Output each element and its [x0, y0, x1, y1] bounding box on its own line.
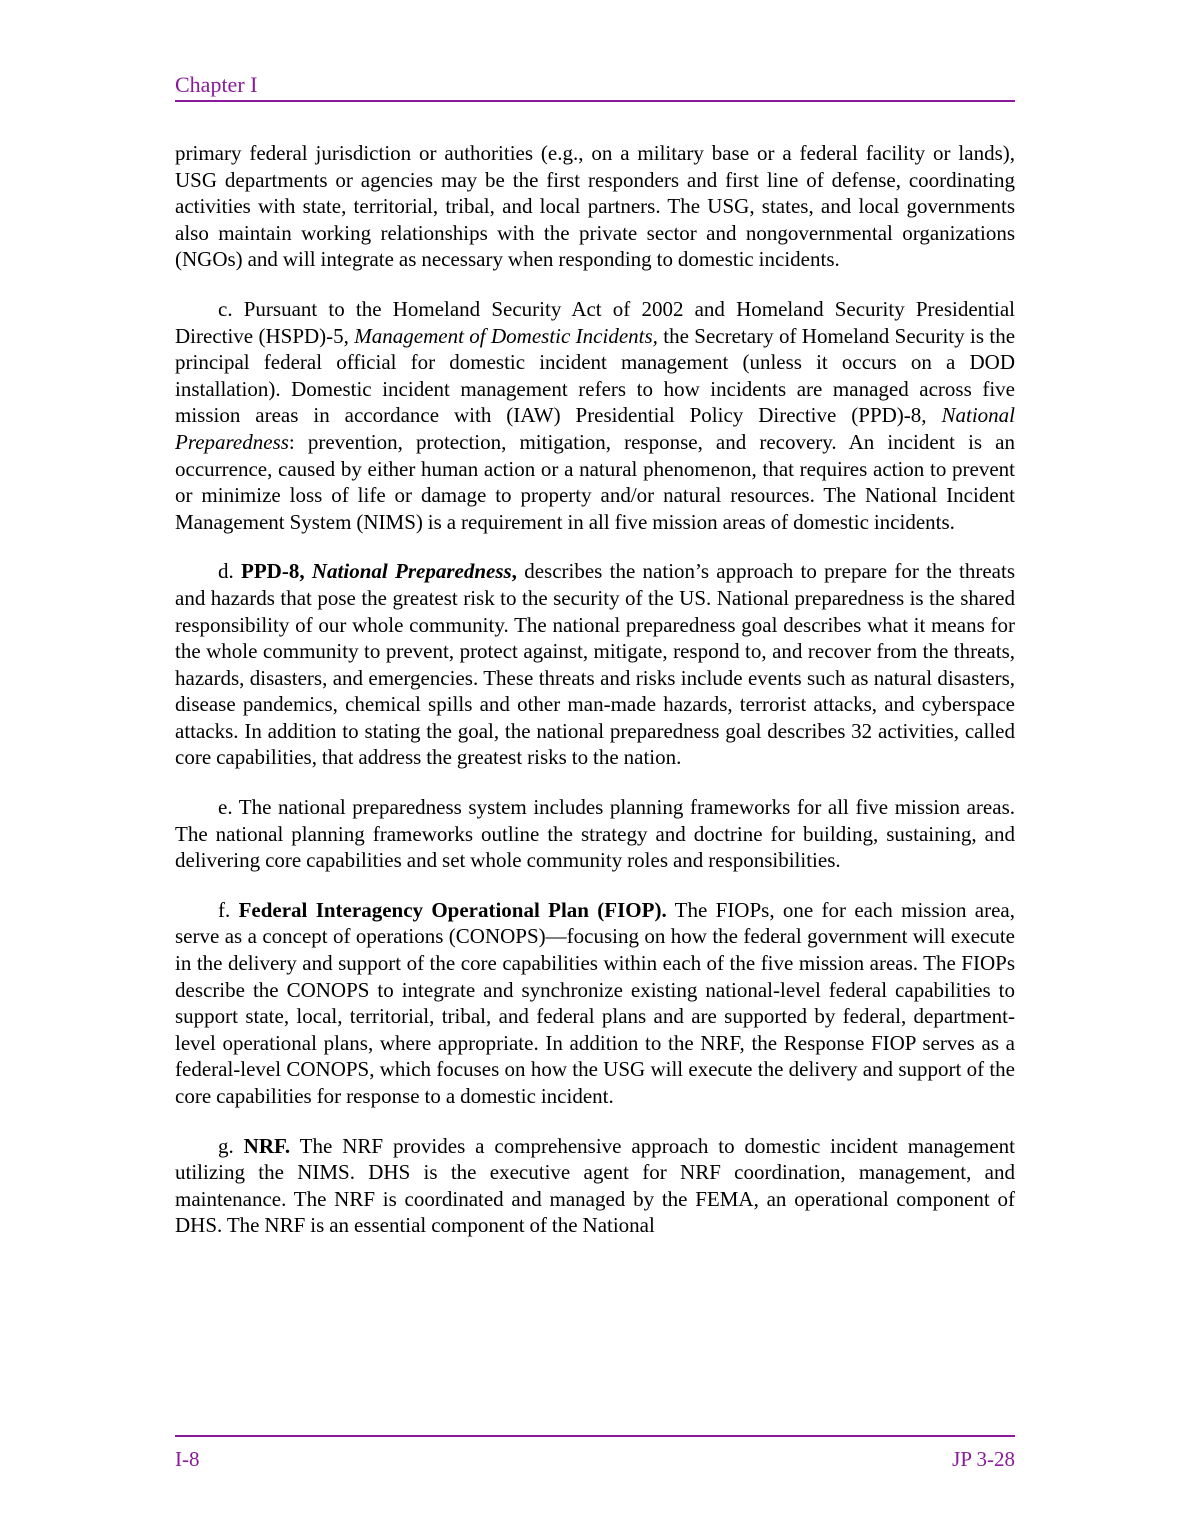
paragraph-marker: f.: [218, 897, 231, 922]
paragraph-text: The FIOPs, one for each mission area, serve as a concept of operations (CONOPS)—focusing on how the federal government will execute in the delivery and support of the core capabilities within each of the five mission areas. The FIOPs describe the CONOPS to integrate and synchronize existing national-level federal capabilities to support state, local, territorial, tribal, and federal plans and are supported by federal, department-level operational plans, where appropriate. In addition to the NRF, the Response FIOP serves as a federal-level CONOPS, which focuses on how the USG will execute the delivery and support of the core capabilities for response to a domestic incident.: [175, 897, 1016, 1108]
paragraph-text: The NRF provides a comprehensive approach to domestic incident management utilizing the NIMS. DHS is the executive agent for NRF coordination, management, and maintenance. The NRF is coordinated and managed by the FEMA, an operational component of DHS. The NRF is an essential component of the National: [175, 1133, 1015, 1238]
paragraph-e: [175, 794, 1015, 874]
paragraph-c: [175, 296, 1015, 535]
paragraph-marker: d.: [218, 559, 234, 584]
paragraph-text: Pursuant to the Homeland Security Act of 2002 and Homeland Security Presidential Directive (HSPD)-5,: [175, 296, 1016, 348]
paragraph-g: [175, 1133, 1015, 1239]
footer-divider: [175, 1435, 1015, 1437]
publication-id: JP 3-28: [952, 1447, 1015, 1471]
paragraph-marker: g.: [218, 1133, 234, 1158]
document-title-italic: National Preparedness: [175, 403, 1016, 454]
paragraph-bold-comma: ,: [511, 559, 517, 584]
page-number: I-8: [175, 1447, 200, 1471]
paragraph-bold-italic-title: National Preparedness: [311, 559, 512, 584]
paragraph-text: The national preparedness system includes planning frameworks for all five mission areas. The national planning frameworks outline the strategy and doctrine for building, sustaining, and delivering core capabilities and set whole community roles and responsibilities.: [175, 795, 1015, 873]
paragraph-f: [175, 897, 1015, 1110]
paragraph-marker: c.: [218, 296, 233, 321]
document-body: [175, 140, 1015, 1239]
paragraph-text: primary federal jurisdiction or authorities (e.g., on a military base or a federal facility or lands), USG departments or agencies may be the first responders and first line of defense, coordinating activities with state, territorial, tribal, and local partners. The USG, states, and local governments also maintain working relationships with the private sector and nongovernmental organizations (NGOs) and will integrate as necessary when responding to domestic incidents.: [175, 141, 1015, 272]
paragraph-marker: e.: [218, 795, 233, 820]
document-title-italic: Management of Domestic Incidents,: [354, 323, 658, 348]
header-divider: [175, 100, 1015, 102]
chapter-header: Chapter I: [175, 72, 258, 97]
paragraph-text: the Secretary of Homeland Security is the principal federal official for domestic incident management (unless it occurs on a DOD installation). Domestic incident management refers to how incidents are managed across five mission areas in accordance with (IAW) Presidential Policy Directive (PPD)-8,: [175, 323, 1016, 428]
paragraph-bold-heading: NRF.: [243, 1133, 291, 1158]
paragraph-continuation: [175, 140, 1015, 273]
paragraph-bold-heading: Federal Interagency Operational Plan (FIOP).: [238, 897, 667, 922]
paragraph-text: : prevention, protection, mitigation, response, and recovery. An incident is an occurrence, caused by either human action or a natural phenomenon, that requires action to prevent or minimize loss of life or damage to property and/or natural resources. The National Incident Management System (NIMS) is a requirement in all five mission areas of domestic incidents.: [175, 429, 1015, 534]
paragraph-d: [175, 558, 1015, 771]
paragraph-bold-heading: PPD-8,: [241, 559, 305, 584]
paragraph-text: describes the nation’s approach to prepare for the threats and hazards that pose the greatest risk to the security of the US. National preparedness is the shared responsibility of our whole community. The national preparedness goal describes what it means for the whole community to prevent, protect against, mitigate, respond to, and recover from the threats, hazards, disasters, and emergencies. These threats and risks include events such as natural disasters, disease pandemics, chemical spills and other man-made hazards, terrorist attacks, and cyberspace attacks. In addition to stating the goal, the national preparedness goal describes 32 activities, called core capabilities, that address the greatest risks to the nation.: [175, 559, 1016, 770]
